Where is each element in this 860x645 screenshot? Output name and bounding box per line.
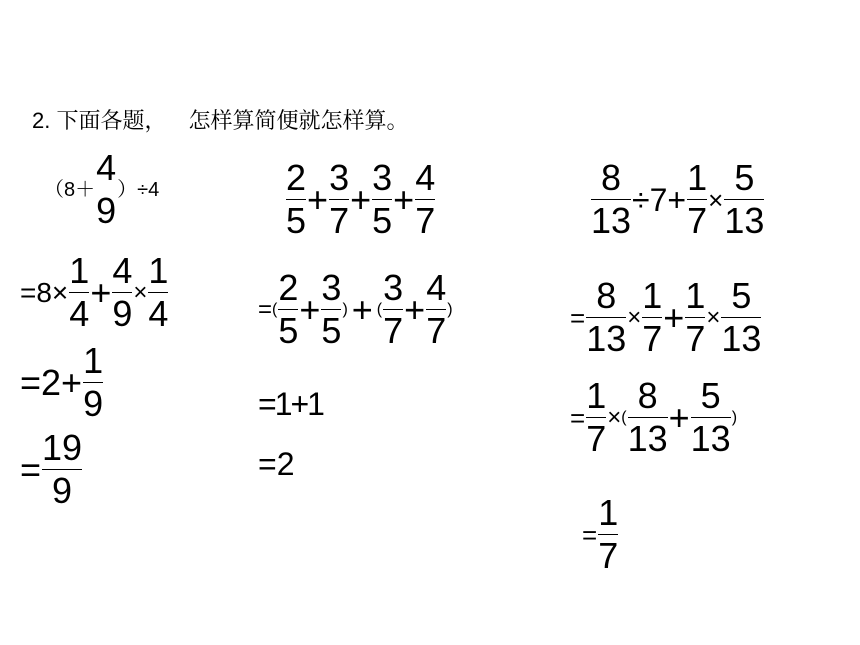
- col2-line2-eq: =: [258, 295, 273, 323]
- col2-line2-plus3: +: [404, 288, 426, 330]
- col1-line1-close: ）÷4: [117, 178, 160, 201]
- col1-line3-eq: =2+: [20, 361, 83, 403]
- col3-line3-frac1: $\frac{1}{7}$: [586, 375, 607, 459]
- col1-line2-frac3: $\frac{1}{4}$: [148, 250, 169, 334]
- col2-line1-plus3: +: [393, 178, 415, 220]
- col3-line2-plus: +: [663, 296, 685, 338]
- col2-line2: [258, 267, 453, 351]
- col3-line4: [582, 492, 619, 576]
- col3-line2-frac3: $\frac{1}{7}$: [685, 275, 706, 359]
- col1-line3: [20, 340, 104, 424]
- col3-line3-times: ×: [607, 403, 622, 431]
- col3-line2-frac1: $\frac{8}{13}$: [586, 275, 627, 359]
- col3-line2-times1: ×: [627, 303, 642, 331]
- col2-line2-frac2: $\frac{3}{5}$: [321, 267, 342, 351]
- col3-line1-frac2: $\frac{1}{7}$: [687, 157, 708, 241]
- col1-line1: [44, 147, 160, 231]
- col1-line2-frac2: $\frac{4}{9}$: [112, 250, 133, 334]
- col2-line2-frac4: $\frac{4}{7}$: [426, 267, 447, 351]
- col2-line2-rparen2: ): [447, 300, 453, 318]
- col3-line1-times: ×: [708, 184, 724, 215]
- col2-line1-frac1: $\frac{2}{5}$: [286, 157, 307, 241]
- col2-line2-rparen1: ): [342, 300, 348, 318]
- col1-line2-plus: +: [90, 271, 112, 313]
- col1-line1-fraction: $\frac{4}{9}$: [96, 147, 117, 231]
- col1-line4-eq: =: [20, 448, 42, 490]
- col3-line3-plus: +: [668, 396, 690, 438]
- col1-line1-open: （8＋: [44, 178, 96, 201]
- col3-line4-frac: $\frac{1}{7}$: [598, 492, 619, 576]
- col1-line2-frac1: $\frac{1}{4}$: [69, 250, 90, 334]
- col1-line4: [20, 427, 83, 511]
- col2-line1-frac3: $\frac{3}{5}$: [372, 157, 393, 241]
- col3-line3-lparen: (: [621, 408, 627, 426]
- col3-line1-frac1: $\frac{8}{13}$: [591, 157, 632, 241]
- col3-line2-eq: =: [570, 302, 586, 333]
- col3-line2-frac4: $\frac{5}{13}$: [721, 275, 762, 359]
- col1-line3-frac: $\frac{1}{9}$: [83, 340, 104, 424]
- col3-line2: [570, 275, 762, 359]
- col2-line2-plus2: +: [351, 288, 373, 330]
- col3-line3-frac2: $\frac{8}{13}$: [627, 375, 668, 459]
- col3-line3: [570, 375, 738, 459]
- col2-line1: [285, 157, 436, 241]
- exercise-number: 2.: [32, 108, 51, 133]
- col2-line3-text: =1+1: [258, 386, 323, 422]
- col2-line2-frac3: $\frac{3}{7}$: [383, 267, 404, 351]
- col2-line2-plus1: +: [299, 288, 321, 330]
- col1-line2-times: ×: [133, 278, 148, 306]
- col3-line2-times2: ×: [706, 303, 721, 331]
- col1-line2-eq: =8×: [20, 276, 69, 308]
- col3-line4-eq: =: [582, 519, 598, 550]
- col1-line4-frac: $\frac{19}{9}$: [42, 427, 83, 511]
- col2-line1-frac4: $\frac{4}{7}$: [415, 157, 436, 241]
- col2-line4: [258, 448, 294, 480]
- col2-line1-frac2: $\frac{3}{7}$: [329, 157, 350, 241]
- col3-line3-eq: =: [570, 402, 586, 433]
- col3-line3-rparen: ): [731, 408, 738, 426]
- col3-line2-frac2: $\frac{1}{7}$: [642, 275, 663, 359]
- col2-line4-text: =2: [258, 446, 295, 482]
- exercise-title: [32, 104, 409, 135]
- col1-line2: [20, 250, 169, 334]
- col2-line2-frac1: $\frac{2}{5}$: [278, 267, 299, 351]
- col3-line1-frac3: $\frac{5}{13}$: [724, 157, 765, 241]
- col2-line1-plus1: +: [307, 178, 329, 220]
- col2-line2-lparen1: (: [272, 300, 278, 318]
- col2-line3: [258, 388, 323, 420]
- col3-line1: [590, 157, 765, 241]
- exercise-instruction-part1: 下面各题，: [56, 108, 167, 133]
- col2-line1-plus2: +: [350, 178, 372, 220]
- col3-line1-div: ÷7+: [632, 181, 687, 218]
- col3-line3-frac3: $\frac{5}{13}$: [690, 375, 731, 459]
- exercise-instruction-part2: 怎样算简便就怎样算。: [188, 108, 409, 133]
- col2-line2-lparen2: (: [376, 300, 383, 318]
